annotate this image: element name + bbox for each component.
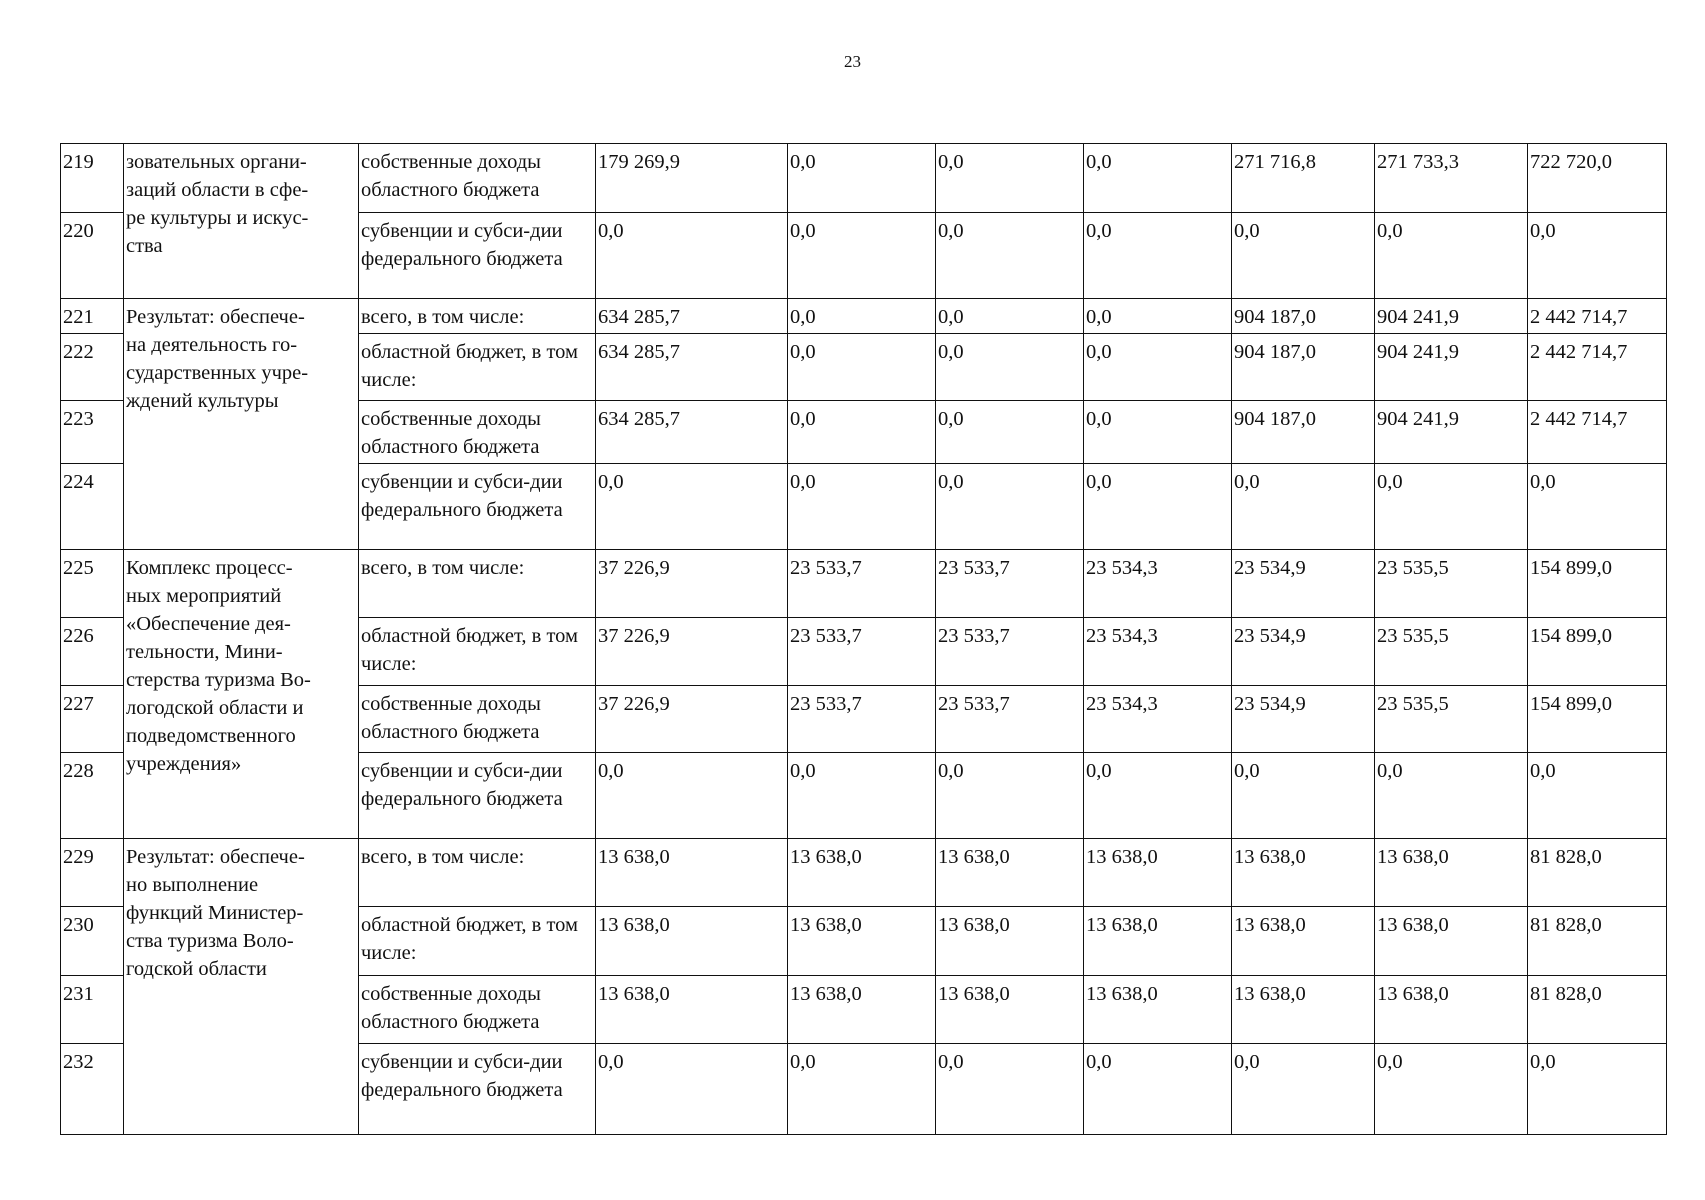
amount-cell: 13 638,0 (1232, 907, 1375, 976)
amount-cell: 23 535,5 (1375, 618, 1528, 686)
amount-cell: 23 534,3 (1084, 618, 1232, 686)
amount-cell: 271 733,3 (1375, 144, 1528, 213)
amount-cell: 0,0 (788, 213, 936, 299)
row-number-cell: 229 (61, 839, 124, 907)
amount-cell: 904 241,9 (1375, 401, 1528, 464)
amount-cell: 0,0 (936, 401, 1084, 464)
funding-source-cell: всего, в том числе: (359, 299, 596, 334)
amount-cell: 0,0 (936, 213, 1084, 299)
funding-source-cell: областной бюджет, в том числе: (359, 334, 596, 401)
amount-cell: 0,0 (1084, 334, 1232, 401)
row-number-cell: 224 (61, 464, 124, 550)
amount-cell: 0,0 (1528, 1044, 1667, 1135)
amount-cell: 904 187,0 (1232, 334, 1375, 401)
amount-cell: 13 638,0 (788, 976, 936, 1044)
amount-cell: 23 534,3 (1084, 550, 1232, 618)
amount-cell: 23 533,7 (936, 618, 1084, 686)
amount-cell: 904 187,0 (1232, 299, 1375, 334)
amount-cell: 13 638,0 (788, 907, 936, 976)
funding-source-cell: собственные доходы областного бюджета (359, 686, 596, 753)
amount-cell: 81 828,0 (1528, 839, 1667, 907)
amount-cell: 0,0 (788, 464, 936, 550)
amount-cell: 0,0 (1232, 1044, 1375, 1135)
amount-cell: 23 534,9 (1232, 686, 1375, 753)
amount-cell: 23 534,3 (1084, 686, 1232, 753)
funding-source-cell: всего, в том числе: (359, 839, 596, 907)
table-row (61, 144, 1667, 213)
amount-cell: 0,0 (1375, 1044, 1528, 1135)
amount-cell: 37 226,9 (596, 686, 788, 753)
amount-cell: 0,0 (1084, 401, 1232, 464)
row-number-cell: 228 (61, 753, 124, 839)
amount-cell: 0,0 (936, 334, 1084, 401)
amount-cell: 0,0 (1375, 464, 1528, 550)
amount-cell: 0,0 (1084, 144, 1232, 213)
amount-cell: 0,0 (788, 1044, 936, 1135)
table-row (61, 299, 1667, 334)
amount-cell: 13 638,0 (1375, 839, 1528, 907)
amount-cell: 13 638,0 (1375, 976, 1528, 1044)
funding-source-cell: субвенции и субси-дии федерального бюджета (359, 213, 596, 299)
amount-cell: 23 533,7 (788, 618, 936, 686)
amount-cell: 154 899,0 (1528, 618, 1667, 686)
amount-cell: 0,0 (936, 464, 1084, 550)
amount-cell: 634 285,7 (596, 401, 788, 464)
amount-cell: 23 533,7 (936, 686, 1084, 753)
amount-cell: 13 638,0 (596, 976, 788, 1044)
amount-cell: 13 638,0 (1232, 976, 1375, 1044)
amount-cell: 0,0 (788, 753, 936, 839)
amount-cell: 13 638,0 (936, 976, 1084, 1044)
amount-cell: 0,0 (1084, 464, 1232, 550)
row-number-cell: 223 (61, 401, 124, 464)
amount-cell: 13 638,0 (596, 907, 788, 976)
amount-cell: 23 535,5 (1375, 686, 1528, 753)
amount-cell: 2 442 714,7 (1528, 334, 1667, 401)
amount-cell: 23 533,7 (788, 686, 936, 753)
amount-cell: 271 716,8 (1232, 144, 1375, 213)
row-number-cell: 222 (61, 334, 124, 401)
amount-cell: 0,0 (1528, 213, 1667, 299)
amount-cell: 904 241,9 (1375, 299, 1528, 334)
amount-cell: 13 638,0 (788, 839, 936, 907)
funding-source-cell: субвенции и субси-дии федерального бюджета (359, 464, 596, 550)
amount-cell: 13 638,0 (596, 839, 788, 907)
budget-table (60, 143, 1667, 1135)
amount-cell: 2 442 714,7 (1528, 299, 1667, 334)
funding-source-cell: областной бюджет, в том числе: (359, 907, 596, 976)
amount-cell: 2 442 714,7 (1528, 401, 1667, 464)
amount-cell: 0,0 (596, 753, 788, 839)
amount-cell: 0,0 (788, 334, 936, 401)
amount-cell: 154 899,0 (1528, 550, 1667, 618)
amount-cell: 0,0 (1232, 464, 1375, 550)
amount-cell: 0,0 (1232, 213, 1375, 299)
amount-cell: 13 638,0 (1232, 839, 1375, 907)
amount-cell: 37 226,9 (596, 550, 788, 618)
amount-cell: 23 535,5 (1375, 550, 1528, 618)
measure-name-cell: Результат: обеспече- на деятельность го- сударственных учре- ждений культуры (124, 299, 359, 550)
amount-cell: 0,0 (1084, 753, 1232, 839)
funding-source-cell: собственные доходы областного бюджета (359, 144, 596, 213)
row-number-cell: 220 (61, 213, 124, 299)
amount-cell: 13 638,0 (1084, 976, 1232, 1044)
amount-cell: 0,0 (1232, 753, 1375, 839)
row-number-cell: 227 (61, 686, 124, 753)
amount-cell: 722 720,0 (1528, 144, 1667, 213)
amount-cell: 0,0 (596, 1044, 788, 1135)
amount-cell: 0,0 (596, 464, 788, 550)
funding-source-cell: всего, в том числе: (359, 550, 596, 618)
row-number-cell: 230 (61, 907, 124, 976)
funding-source-cell: собственные доходы областного бюджета (359, 976, 596, 1044)
amount-cell: 23 533,7 (936, 550, 1084, 618)
amount-cell: 0,0 (936, 1044, 1084, 1135)
amount-cell: 13 638,0 (1375, 907, 1528, 976)
row-number-cell: 231 (61, 976, 124, 1044)
amount-cell: 13 638,0 (1084, 839, 1232, 907)
amount-cell: 0,0 (788, 401, 936, 464)
amount-cell: 81 828,0 (1528, 907, 1667, 976)
measure-name-cell: Комплекс процесс- ных мероприятий «Обеспечение дея- тельности, Мини- стерства туризма Во- логодской области и подведомственного учреждения» (124, 550, 359, 839)
amount-cell: 23 534,9 (1232, 550, 1375, 618)
row-number-cell: 226 (61, 618, 124, 686)
amount-cell: 179 269,9 (596, 144, 788, 213)
amount-cell: 13 638,0 (936, 839, 1084, 907)
amount-cell: 0,0 (936, 144, 1084, 213)
amount-cell: 0,0 (936, 299, 1084, 334)
amount-cell: 904 241,9 (1375, 334, 1528, 401)
amount-cell: 23 534,9 (1232, 618, 1375, 686)
amount-cell: 0,0 (1375, 213, 1528, 299)
amount-cell: 0,0 (1084, 299, 1232, 334)
funding-source-cell: субвенции и субси-дии федерального бюджета (359, 1044, 596, 1135)
measure-name-cell: зовательных органи- заций области в сфе- ре культуры и искус- ства (124, 144, 359, 299)
amount-cell: 0,0 (1528, 464, 1667, 550)
amount-cell: 0,0 (1375, 753, 1528, 839)
amount-cell: 154 899,0 (1528, 686, 1667, 753)
amount-cell: 0,0 (1528, 753, 1667, 839)
row-number-cell: 221 (61, 299, 124, 334)
table-row (61, 839, 1667, 907)
amount-cell: 634 285,7 (596, 299, 788, 334)
amount-cell: 13 638,0 (1084, 907, 1232, 976)
funding-source-cell: областной бюджет, в том числе: (359, 618, 596, 686)
amount-cell: 0,0 (788, 144, 936, 213)
row-number-cell: 232 (61, 1044, 124, 1135)
amount-cell: 23 533,7 (788, 550, 936, 618)
amount-cell: 0,0 (596, 213, 788, 299)
amount-cell: 634 285,7 (596, 334, 788, 401)
table-row (61, 550, 1667, 618)
measure-name-cell: Результат: обеспече- но выполнение функций Министер- ства туризма Воло- годской области (124, 839, 359, 1135)
amount-cell: 0,0 (788, 299, 936, 334)
amount-cell: 13 638,0 (936, 907, 1084, 976)
page-number: 23 (844, 52, 861, 71)
amount-cell: 0,0 (1084, 213, 1232, 299)
funding-source-cell: субвенции и субси-дии федерального бюджета (359, 753, 596, 839)
amount-cell: 0,0 (1084, 1044, 1232, 1135)
amount-cell: 904 187,0 (1232, 401, 1375, 464)
row-number-cell: 219 (61, 144, 124, 213)
amount-cell: 0,0 (936, 753, 1084, 839)
amount-cell: 81 828,0 (1528, 976, 1667, 1044)
row-number-cell: 225 (61, 550, 124, 618)
funding-source-cell: собственные доходы областного бюджета (359, 401, 596, 464)
amount-cell: 37 226,9 (596, 618, 788, 686)
